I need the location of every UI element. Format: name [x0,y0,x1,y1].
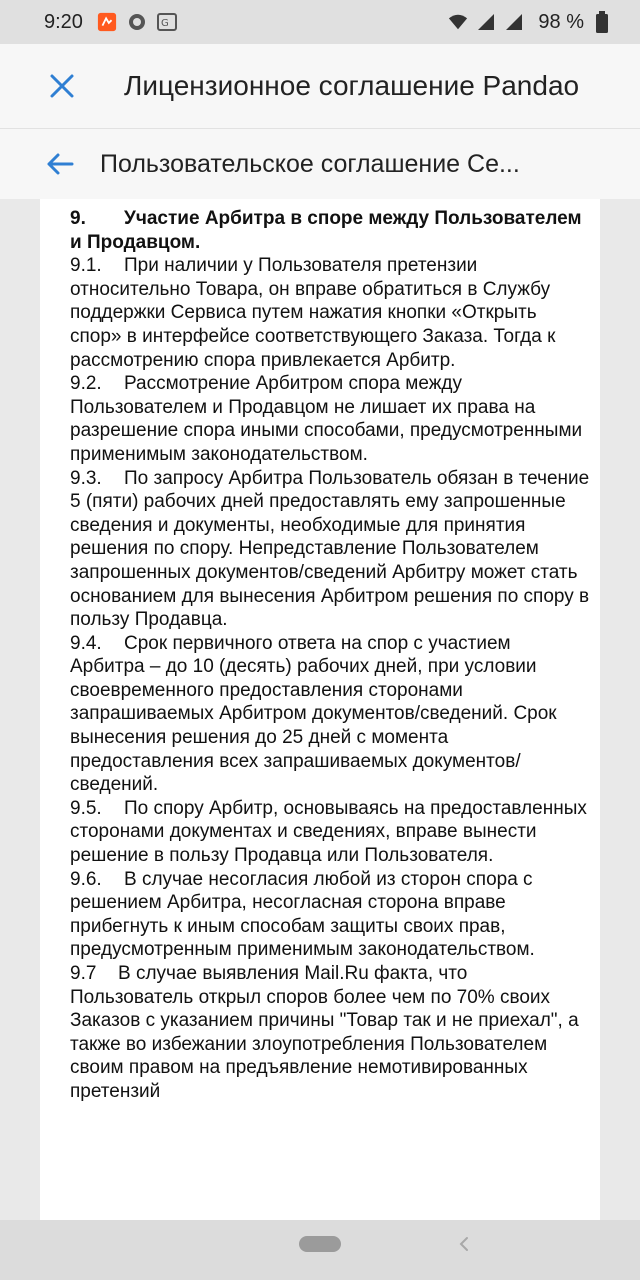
document-viewport[interactable] [0,199,640,1220]
sub-header-title: Пользовательское соглашение Се... [100,150,520,178]
chevron-left-icon[interactable] [454,1234,474,1254]
clause-9-7: 9.7 В случае выявления Mail.Ru факта, что Пользователь открыл споров более чем по 70% своих Заказов с указанием причины "Товар так и не приехал", а также во избежании злоупотребления Пользователем своим правом на предъявление немотивированных претензий [70,963,579,1102]
system-icons [448,0,612,44]
document-page [40,199,600,1220]
clause-9-3: 9.3. По запросу Арбитра Пользователь обязан в течение 5 (пяти) рабочих дней предоставлять ему запрошенные сведения и документы, необходимые для принятия решения по спору. Непредставление Пользователем запрошенных документов/сведений Арбитру может стать основанием для вынесения Арбитром решения по спору в пользу Продавца. [70,467,590,631]
arrow-left-icon[interactable] [40,144,80,184]
signal-icon [476,12,496,32]
clause-9-2: 9.2. Рассмотрение Арбитром спора между Пользователем и Продавцом не лишает их права на разрешение спора иными способами, предусмотренными применимым законодательством. [70,373,583,465]
app-notification-icon [97,12,117,32]
clause-9-6: 9.6. В случае несогласия любой из сторон спора с решением Арбитра, несогласная сторона вправе прибегнуть к иным способам защиты своих прав, предусмотренным применимым законодательством. [70,868,535,961]
sub-header [0,129,640,199]
section-heading: 9. Участие Арбитра в споре между Пользователем и Продавцом. [70,208,582,253]
battery-icon [592,12,612,32]
app-header [0,44,640,129]
document-text [70,207,590,1104]
clause-9-4: 9.4. Срок первичного ответа на спор с участием Арбитра – до 10 (десять) рабочих дней, при условии своевременного предоставления сторонами запрашиваемых Арбитром документов/сведений. Срок вынесения решения до 25 дней с момента предоставления всех запрашиваемых документов/сведений. [70,632,557,796]
status-bar [0,0,640,44]
close-icon[interactable] [42,66,82,106]
shield-icon [127,12,147,32]
notification-icons [97,12,177,32]
home-pill-icon[interactable] [299,1236,341,1252]
header-title: Лицензионное соглашение Pandao [124,70,580,101]
translate-icon [157,12,177,32]
status-time: 9:20 [44,10,83,33]
wifi-icon [448,12,468,32]
battery-percent: 98 % [538,10,584,33]
clause-9-5: 9.5. По спору Арбитр, основываясь на предоставленных сторонами документах и сведениях, вправе вынести решение в пользу Продавца или Пользователя. [70,797,587,867]
clause-9-1: 9.1. При наличии у Пользователя претензии относительно Товара, он вправе обратиться в Службу поддержки Сервиса путем нажатия кнопки «Открыть спор» в интерфейсе соответствующего Заказа. Тогда к рассмотрению спора привлекается Арбитр. [70,255,556,371]
signal-icon-2 [504,12,524,32]
svg-text:G: G [160,18,169,29]
